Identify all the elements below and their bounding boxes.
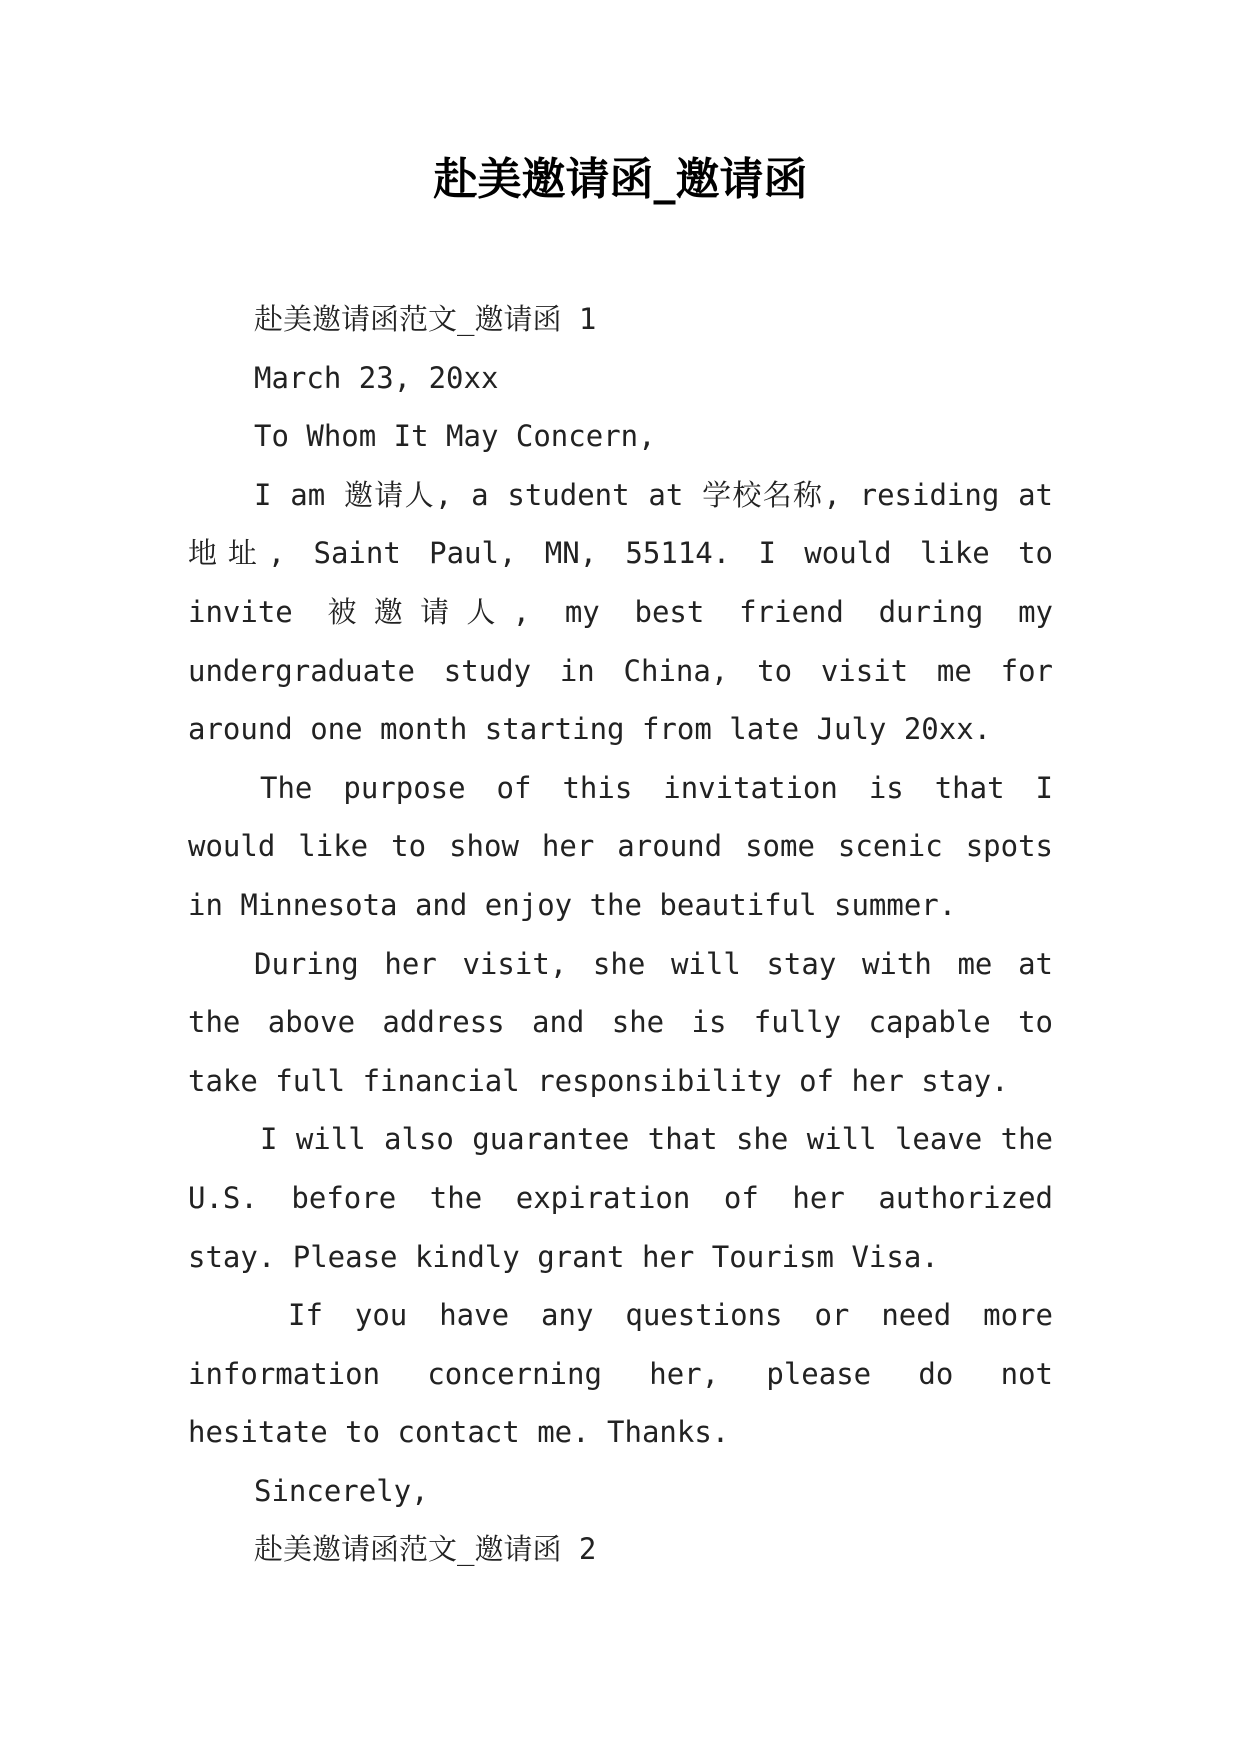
paragraph-guarantee: I will also guarantee that she will leave the U.S. before the expiration of her authorized stay. Please kindly grant her Tourism Visa. — [188, 1122, 1053, 1274]
section-heading-2: 赴美邀请函范文_邀请函 2 — [254, 1532, 597, 1567]
letter-date: March 23, 20xx — [254, 360, 499, 395]
section-heading-1: 赴美邀请函范文_邀请函 1 — [254, 302, 597, 336]
paragraph-introduction: I am 邀请人, a student at 学校名称, residing at 地址, Saint Paul, MN, 55114. I would like to invite 被邀请人, my best friend during my undergraduate study in China, to visit me for around one month starting from late July 20xx. — [188, 477, 1053, 747]
letter-closing: Sincerely, — [254, 1473, 429, 1508]
paragraph-accommodation: During her visit, she will stay with me at the above address and she is fully capable to take full financial responsibility of her stay. — [188, 946, 1053, 1098]
paragraph-contact: If you have any questions or need more information concerning her, please do not hesitate to contact me. Thanks. — [188, 1298, 1053, 1450]
letter-salutation: To Whom It May Concern, — [254, 419, 656, 454]
paragraph-purpose: The purpose of this invitation is that I would like to show her around some scenic spots in Minnesota and enjoy the beautiful summer. — [188, 770, 1053, 922]
letter-body — [188, 290, 1053, 1579]
document-title: 赴美邀请函_邀请函 — [433, 154, 808, 205]
